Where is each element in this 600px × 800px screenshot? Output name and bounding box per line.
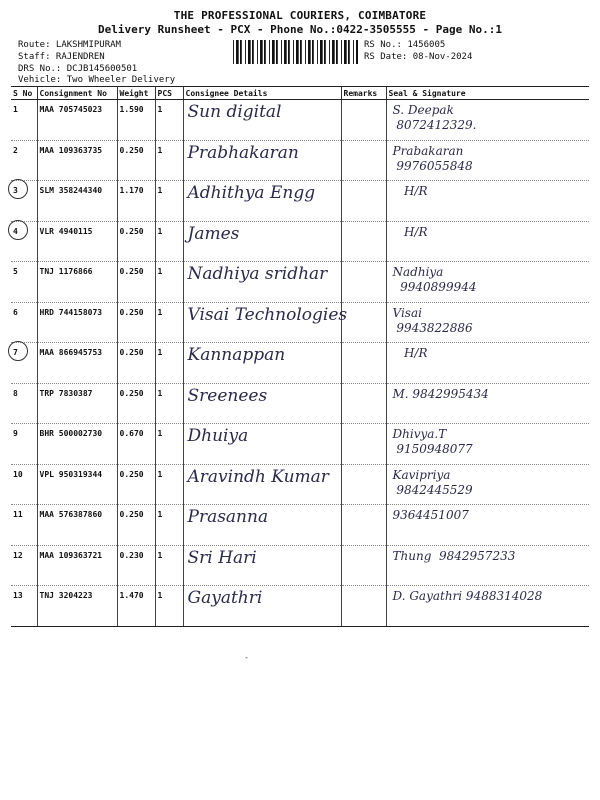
weight-cell: 0.250 xyxy=(117,505,155,546)
sno-cell xyxy=(11,505,37,546)
signature-handwriting: Prabakaran 9976055848 xyxy=(392,143,473,173)
col-consignee: Consignee Details xyxy=(183,87,341,100)
consignee-cell xyxy=(183,140,341,181)
consignment-number: HRD 744158073 xyxy=(37,302,117,343)
consignee-handwriting: Adhithya Engg xyxy=(187,183,316,203)
col-sno: S No xyxy=(11,87,37,100)
pcs-cell: 1 xyxy=(155,221,183,262)
table-row xyxy=(11,221,589,262)
sno-cell xyxy=(11,383,37,424)
weight-cell: 0.670 xyxy=(117,424,155,465)
remarks-cell xyxy=(341,424,386,465)
remarks-cell xyxy=(341,262,386,303)
consignee-cell xyxy=(183,262,341,303)
staff-label: Staff: RAJENDREN xyxy=(18,52,105,62)
sno-cell xyxy=(11,100,37,141)
sno-cell xyxy=(11,262,37,303)
runsheet-subtitle: Delivery Runsheet - PCX - Phone No.:0422-3505555 - Page No.:1 xyxy=(98,23,502,36)
signature-handwriting: H/R xyxy=(392,184,428,198)
drs-label: DRS No.: DCJB145600501 xyxy=(18,64,138,74)
weight-cell: 0.250 xyxy=(117,221,155,262)
signature-handwriting: M. 9842995434 xyxy=(392,386,489,401)
table-row xyxy=(11,383,589,424)
sno-cell xyxy=(11,140,37,181)
rs-date: RS Date: 08-Nov-2024 xyxy=(364,52,473,62)
consignment-number: MAA 705745023 xyxy=(37,100,117,141)
company-title: THE PROFESSIONAL COURIERS, COIMBATORE xyxy=(173,9,427,22)
table-row xyxy=(11,505,589,546)
footer-mark: - xyxy=(244,653,249,662)
sno-text: 7 xyxy=(13,348,18,357)
table-row xyxy=(11,586,589,627)
signature-cell xyxy=(386,545,589,586)
table-header-row xyxy=(11,87,589,100)
consignee-cell xyxy=(183,221,341,262)
signature-handwriting: H/R xyxy=(392,346,428,360)
weight-cell: 1.470 xyxy=(117,586,155,627)
signature-cell xyxy=(386,383,589,424)
consignee-handwriting: Prabhakaran xyxy=(187,142,299,163)
signature-cell xyxy=(386,505,589,546)
consignment-number: MAA 866945753 xyxy=(37,343,117,384)
signature-cell xyxy=(386,586,589,627)
remarks-cell xyxy=(341,505,386,546)
table-row xyxy=(11,100,589,141)
circle-mark xyxy=(8,220,28,240)
table-row xyxy=(11,262,589,303)
consignee-handwriting: Dhuiya xyxy=(187,426,249,446)
weight-cell: 0.230 xyxy=(117,545,155,586)
sno-text: 3 xyxy=(13,186,18,195)
signature-handwriting: Nadhiya 9940899944 xyxy=(392,265,477,294)
signature-cell xyxy=(386,464,589,505)
sno-cell xyxy=(11,586,37,627)
consignment-number: TNJ 3204223 xyxy=(37,586,117,627)
sno-text: 6 xyxy=(13,307,18,317)
sno-text: 11 xyxy=(13,510,23,519)
consignee-cell xyxy=(183,424,341,465)
table-row xyxy=(11,140,589,181)
signature-cell xyxy=(386,343,589,384)
col-remarks: Remarks xyxy=(341,87,386,100)
remarks-cell xyxy=(341,464,386,505)
consignee-handwriting: Sri Hari xyxy=(187,547,257,568)
consignee-cell xyxy=(183,100,341,141)
table-row xyxy=(11,181,589,222)
sno-text: 12 xyxy=(13,550,23,560)
pcs-cell: 1 xyxy=(155,505,183,546)
signature-handwriting: D. Gayathri 9488314028 xyxy=(392,589,543,603)
weight-cell: 0.250 xyxy=(117,302,155,343)
consignee-cell xyxy=(183,181,341,222)
weight-cell: 0.250 xyxy=(117,262,155,303)
sno-text: 5 xyxy=(13,267,18,276)
weight-cell: 0.250 xyxy=(117,140,155,181)
consignee-handwriting: Visai Technologies xyxy=(187,304,348,325)
table-row xyxy=(11,545,589,586)
consignment-number: MAA 109363721 xyxy=(37,545,117,586)
signature-cell xyxy=(386,302,589,343)
pcs-cell: 1 xyxy=(155,302,183,343)
circle-mark xyxy=(8,341,28,361)
sno-text: 8 xyxy=(13,388,18,398)
pcs-cell: 1 xyxy=(155,383,183,424)
signature-handwriting: Thung 9842957233 xyxy=(392,548,516,563)
remarks-cell xyxy=(341,140,386,181)
pcs-cell: 1 xyxy=(155,140,183,181)
table-row xyxy=(11,343,589,384)
col-weight: Weight xyxy=(117,87,155,100)
sno-cell xyxy=(11,343,37,384)
rs-number: RS No.: 1456005 xyxy=(364,40,446,50)
runsheet-table xyxy=(11,86,589,627)
consignee-handwriting: Kannappan xyxy=(187,345,286,365)
weight-cell: 1.590 xyxy=(117,100,155,141)
consignee-handwriting: Sreenees xyxy=(187,385,268,406)
pcs-cell: 1 xyxy=(155,464,183,505)
pcs-cell: 1 xyxy=(155,424,183,465)
signature-handwriting: S. Deepak 8072412329. xyxy=(392,103,477,132)
consignee-cell xyxy=(183,383,341,424)
col-consignment: Consignment No xyxy=(37,87,117,100)
signature-cell xyxy=(386,221,589,262)
remarks-cell xyxy=(341,100,386,141)
pcs-cell: 1 xyxy=(155,262,183,303)
consignee-handwriting: Nadhiya sridhar xyxy=(187,264,328,284)
weight-cell: 0.250 xyxy=(117,343,155,384)
signature-handwriting: 9364451007 xyxy=(392,508,469,522)
remarks-cell xyxy=(341,545,386,586)
consignee-cell xyxy=(183,343,341,384)
sno-cell xyxy=(11,424,37,465)
remarks-cell xyxy=(341,302,386,343)
consignment-number: VLR 4940115 xyxy=(37,221,117,262)
consignee-cell xyxy=(183,545,341,586)
sno-cell xyxy=(11,181,37,222)
weight-cell: 0.250 xyxy=(117,383,155,424)
signature-cell xyxy=(386,140,589,181)
consignee-handwriting: Prasanna xyxy=(187,507,269,527)
signature-cell xyxy=(386,100,589,141)
table-row xyxy=(11,464,589,505)
route-label: Route: LAKSHMIPURAM xyxy=(18,40,121,50)
sno-text: 2 xyxy=(13,145,18,155)
pcs-cell: 1 xyxy=(155,100,183,141)
sno-cell xyxy=(11,545,37,586)
consignment-number: TRP 7830387 xyxy=(37,383,117,424)
sno-text: 9 xyxy=(13,429,18,438)
col-pcs: PCS xyxy=(155,87,183,100)
signature-handwriting: Visai 9943822886 xyxy=(392,305,473,335)
consignment-number: VPL 950319344 xyxy=(37,464,117,505)
signature-cell xyxy=(386,424,589,465)
remarks-cell xyxy=(341,221,386,262)
circle-mark xyxy=(8,179,28,199)
remarks-cell xyxy=(341,383,386,424)
consignment-number: BHR 500002730 xyxy=(37,424,117,465)
consignee-cell xyxy=(183,505,341,546)
consignee-handwriting: Sun digital xyxy=(187,102,282,122)
signature-handwriting: Kavipriya 9842445529 xyxy=(392,467,473,497)
consignee-handwriting: Aravindh Kumar xyxy=(187,466,329,487)
remarks-cell xyxy=(341,343,386,384)
consignee-handwriting: Gayathri xyxy=(187,588,263,608)
consignee-cell xyxy=(183,302,348,343)
consignee-cell xyxy=(183,586,341,627)
pcs-cell: 1 xyxy=(155,343,183,384)
sno-text: 10 xyxy=(13,469,23,479)
sno-cell xyxy=(11,464,37,505)
weight-cell: 0.250 xyxy=(117,464,155,505)
signature-cell xyxy=(386,262,589,303)
remarks-cell xyxy=(341,586,386,627)
consignee-cell xyxy=(183,464,341,505)
pcs-cell: 1 xyxy=(155,586,183,627)
consignee-handwriting: James xyxy=(187,223,240,244)
consignment-number: MAA 109363735 xyxy=(37,140,117,181)
pcs-cell: 1 xyxy=(155,181,183,222)
signature-handwriting: Dhivya.T 9150948077 xyxy=(392,427,473,456)
consignment-number: MAA 576387860 xyxy=(37,505,117,546)
sno-cell xyxy=(11,302,37,343)
barcode-image xyxy=(233,40,358,64)
sno-cell xyxy=(11,221,37,262)
signature-cell xyxy=(386,181,589,222)
weight-cell: 1.170 xyxy=(117,181,155,222)
vehicle-label: Vehicle: Two Wheeler Delivery xyxy=(18,75,176,85)
remarks-cell xyxy=(341,181,386,222)
sno-text: 1 xyxy=(13,105,18,114)
pcs-cell: 1 xyxy=(155,545,183,586)
consignment-number: TNJ 1176866 xyxy=(37,262,117,303)
sno-text: 4 xyxy=(13,226,18,236)
consignment-number: SLM 358244340 xyxy=(37,181,117,222)
col-signature: Seal & Signature xyxy=(386,87,589,100)
table-row xyxy=(11,302,589,343)
sno-text: 13 xyxy=(13,591,23,600)
table-row xyxy=(11,424,589,465)
signature-handwriting: H/R xyxy=(392,224,428,239)
